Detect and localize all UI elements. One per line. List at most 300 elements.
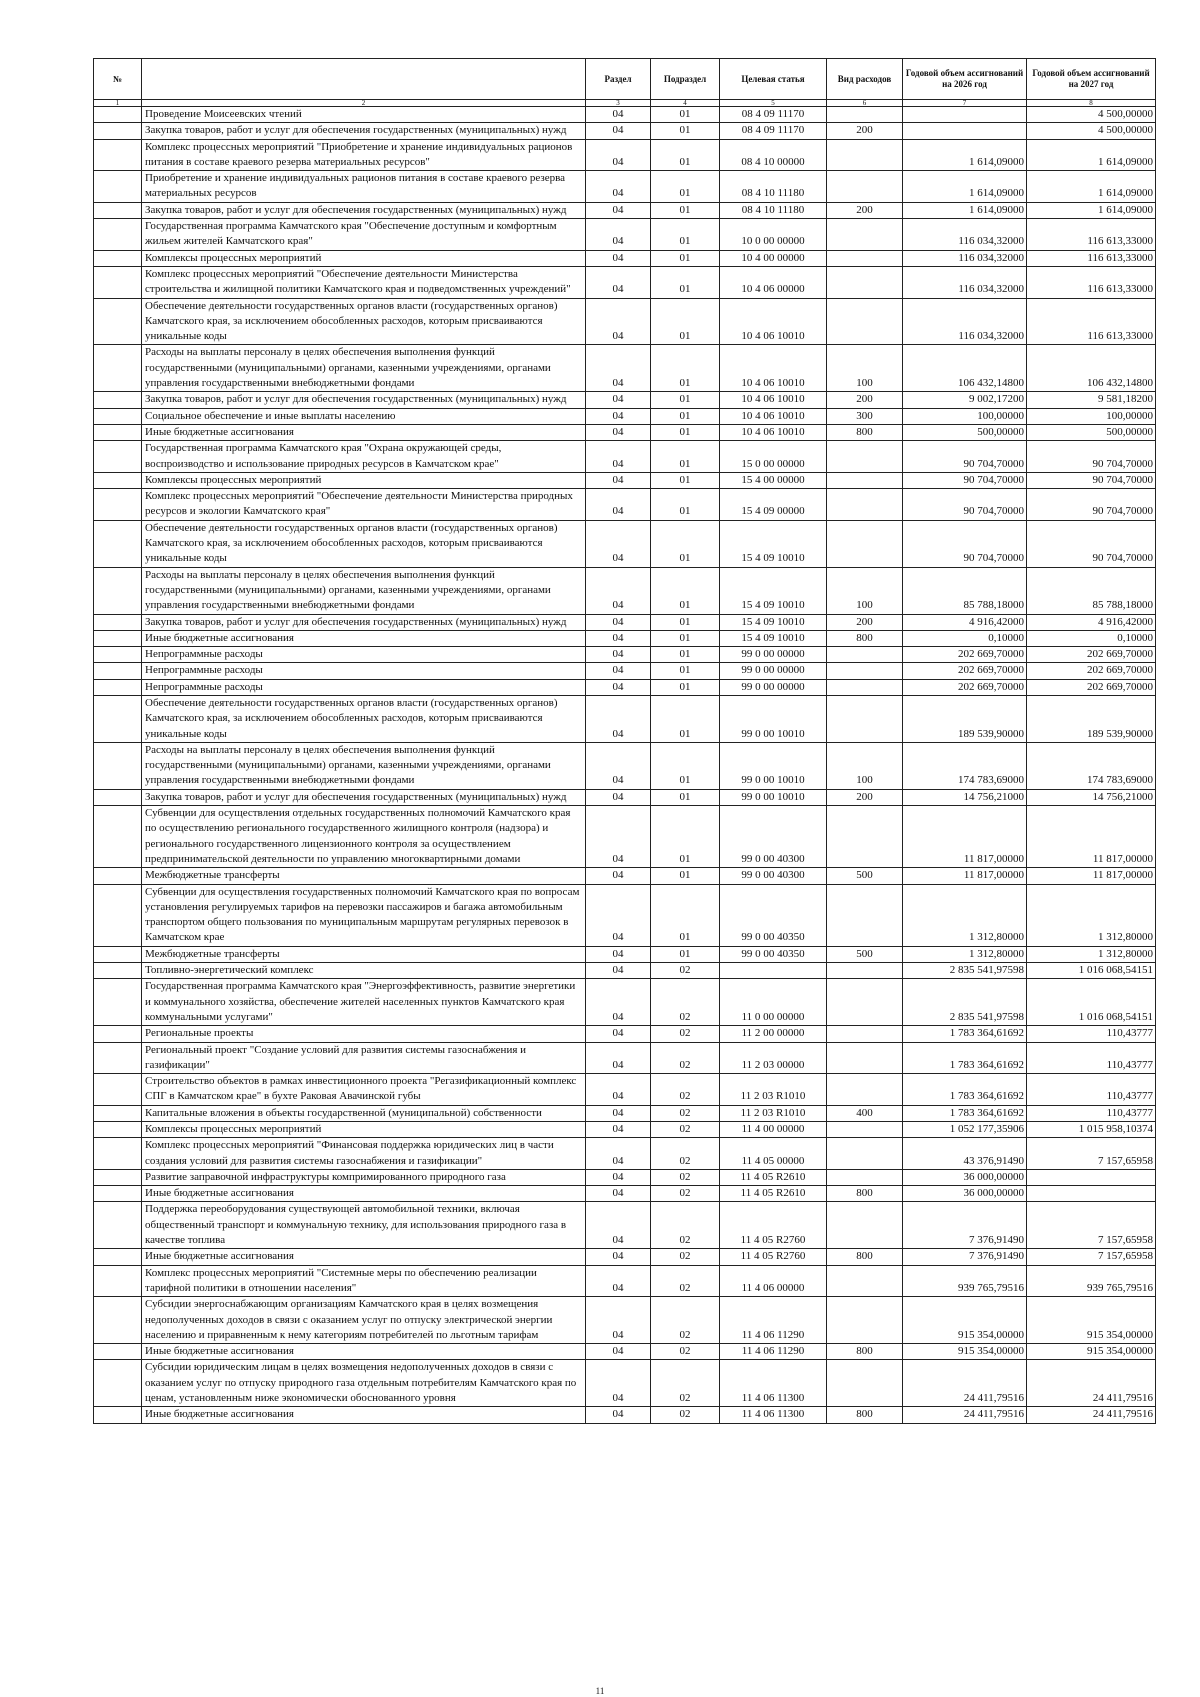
row-expense-type xyxy=(827,139,903,171)
row-expense-type: 800 xyxy=(827,1344,903,1360)
row-target-article: 11 0 00 00000 xyxy=(720,979,827,1026)
table-row xyxy=(94,345,1156,392)
row-amount-2027: 1 312,80000 xyxy=(1027,946,1156,962)
row-name: Приобретение и хранение индивидуальных рационов питания в составе краевого резерва материальных ресурсов xyxy=(142,171,586,203)
header-subsection: Подраздел xyxy=(651,59,720,100)
row-amount-2027: 4 916,42000 xyxy=(1027,614,1156,630)
row-target-article: 10 4 06 00000 xyxy=(720,266,827,298)
column-number: 4 xyxy=(651,100,720,107)
row-amount-2026: 915 354,00000 xyxy=(903,1344,1027,1360)
row-number xyxy=(94,1249,142,1265)
budget-table xyxy=(93,58,1156,1424)
row-name: Проведение Моисеевских чтений xyxy=(142,107,586,123)
row-amount-2026: 11 817,00000 xyxy=(903,868,1027,884)
row-target-article: 99 0 00 10010 xyxy=(720,695,827,742)
row-number xyxy=(94,489,142,521)
table-row xyxy=(94,202,1156,218)
row-section: 04 xyxy=(586,695,651,742)
row-target-article: 11 4 05 R2610 xyxy=(720,1169,827,1185)
row-amount-2026: 11 817,00000 xyxy=(903,806,1027,868)
row-amount-2026: 36 000,00000 xyxy=(903,1186,1027,1202)
row-name: Развитие заправочной инфраструктуры компримированного природного газа xyxy=(142,1169,586,1185)
row-name: Межбюджетные трансферты xyxy=(142,868,586,884)
row-amount-2026: 1 052 177,35906 xyxy=(903,1122,1027,1138)
row-section: 04 xyxy=(586,472,651,488)
row-target-article: 99 0 00 00000 xyxy=(720,663,827,679)
row-number xyxy=(94,614,142,630)
row-amount-2027: 202 669,70000 xyxy=(1027,647,1156,663)
row-expense-type: 100 xyxy=(827,345,903,392)
row-name: Расходы на выплаты персоналу в целях обеспечения выполнения функций государственными (муниципальными) органами, казенными учреждениями, органами управления государственными внебюджетными фондами xyxy=(142,345,586,392)
row-amount-2027: 7 157,65958 xyxy=(1027,1202,1156,1249)
row-expense-type xyxy=(827,1122,903,1138)
row-number xyxy=(94,884,142,946)
row-section: 04 xyxy=(586,1138,651,1170)
table-row xyxy=(94,489,1156,521)
row-subsection: 01 xyxy=(651,392,720,408)
row-number xyxy=(94,441,142,473)
row-amount-2027: 90 704,70000 xyxy=(1027,489,1156,521)
row-amount-2026: 4 916,42000 xyxy=(903,614,1027,630)
table-row xyxy=(94,520,1156,567)
row-amount-2027: 915 354,00000 xyxy=(1027,1297,1156,1344)
row-section: 04 xyxy=(586,219,651,251)
row-name: Капитальные вложения в объекты государственной (муниципальной) собственности xyxy=(142,1105,586,1121)
row-subsection: 02 xyxy=(651,1249,720,1265)
row-name: Комплекс процессных мероприятий "Финансовая поддержка юридических лиц в части создания условий для развития системы газоснабжения и газификации" xyxy=(142,1138,586,1170)
row-subsection: 02 xyxy=(651,1407,720,1423)
header-expense-type: Вид расходов xyxy=(827,59,903,100)
row-number xyxy=(94,1202,142,1249)
row-amount-2027: 202 669,70000 xyxy=(1027,679,1156,695)
row-amount-2026: 116 034,32000 xyxy=(903,250,1027,266)
row-amount-2026 xyxy=(903,107,1027,123)
row-amount-2026: 0,10000 xyxy=(903,630,1027,646)
row-target-article: 08 4 10 00000 xyxy=(720,139,827,171)
row-section: 04 xyxy=(586,884,651,946)
row-amount-2026: 90 704,70000 xyxy=(903,489,1027,521)
table-row xyxy=(94,298,1156,345)
row-amount-2026: 116 034,32000 xyxy=(903,298,1027,345)
column-number: 1 xyxy=(94,100,142,107)
row-amount-2026: 14 756,21000 xyxy=(903,789,1027,805)
row-section: 04 xyxy=(586,1344,651,1360)
row-name: Иные бюджетные ассигнования xyxy=(142,1407,586,1423)
row-number xyxy=(94,1186,142,1202)
row-target-article: 99 0 00 40350 xyxy=(720,946,827,962)
row-amount-2027: 202 669,70000 xyxy=(1027,663,1156,679)
row-amount-2027: 116 613,33000 xyxy=(1027,219,1156,251)
row-section: 04 xyxy=(586,979,651,1026)
row-target-article: 11 4 00 00000 xyxy=(720,1122,827,1138)
row-amount-2026: 915 354,00000 xyxy=(903,1297,1027,1344)
row-amount-2026: 7 376,91490 xyxy=(903,1249,1027,1265)
row-name: Иные бюджетные ассигнования xyxy=(142,1249,586,1265)
row-subsection: 01 xyxy=(651,250,720,266)
table-row xyxy=(94,884,1156,946)
row-expense-type xyxy=(827,520,903,567)
row-subsection: 02 xyxy=(651,963,720,979)
row-subsection: 01 xyxy=(651,408,720,424)
row-subsection: 02 xyxy=(651,1074,720,1106)
row-name: Расходы на выплаты персоналу в целях обеспечения выполнения функций государственными (муниципальными) органами, казенными учреждениями, органами управления государственными внебюджетными фондами xyxy=(142,742,586,789)
row-expense-type: 100 xyxy=(827,567,903,614)
row-amount-2026: 106 432,14800 xyxy=(903,345,1027,392)
row-expense-type xyxy=(827,472,903,488)
header-row xyxy=(94,59,1156,100)
table-row xyxy=(94,441,1156,473)
row-amount-2027: 7 157,65958 xyxy=(1027,1138,1156,1170)
row-number xyxy=(94,946,142,962)
row-section: 04 xyxy=(586,1360,651,1407)
row-target-article: 11 4 05 R2610 xyxy=(720,1186,827,1202)
row-amount-2026: 1 614,09000 xyxy=(903,202,1027,218)
column-number: 6 xyxy=(827,100,903,107)
row-expense-type: 800 xyxy=(827,424,903,440)
row-target-article: 10 4 00 00000 xyxy=(720,250,827,266)
row-amount-2027: 4 500,00000 xyxy=(1027,107,1156,123)
row-subsection: 01 xyxy=(651,219,720,251)
row-amount-2027: 500,00000 xyxy=(1027,424,1156,440)
row-name: Непрограммные расходы xyxy=(142,663,586,679)
row-section: 04 xyxy=(586,647,651,663)
row-subsection: 02 xyxy=(651,1265,720,1297)
table-row xyxy=(94,630,1156,646)
column-number: 3 xyxy=(586,100,651,107)
table-row xyxy=(94,567,1156,614)
table-row xyxy=(94,1265,1156,1297)
row-subsection: 02 xyxy=(651,1297,720,1344)
row-expense-type xyxy=(827,1169,903,1185)
row-number xyxy=(94,1169,142,1185)
table-row xyxy=(94,219,1156,251)
row-expense-type xyxy=(827,298,903,345)
row-expense-type: 400 xyxy=(827,1105,903,1121)
row-amount-2026: 116 034,32000 xyxy=(903,266,1027,298)
row-number xyxy=(94,1105,142,1121)
row-number xyxy=(94,392,142,408)
row-amount-2026: 116 034,32000 xyxy=(903,219,1027,251)
row-section: 04 xyxy=(586,298,651,345)
row-expense-type xyxy=(827,1042,903,1074)
row-target-article: 11 4 06 11290 xyxy=(720,1344,827,1360)
row-subsection: 01 xyxy=(651,489,720,521)
row-section: 04 xyxy=(586,630,651,646)
row-section: 04 xyxy=(586,424,651,440)
row-target-article: 15 4 09 10010 xyxy=(720,614,827,630)
table-row xyxy=(94,695,1156,742)
row-number xyxy=(94,806,142,868)
row-section: 04 xyxy=(586,520,651,567)
row-target-article: 15 4 09 10010 xyxy=(720,630,827,646)
row-subsection: 01 xyxy=(651,663,720,679)
row-amount-2026: 9 002,17200 xyxy=(903,392,1027,408)
table-row xyxy=(94,250,1156,266)
row-section: 04 xyxy=(586,139,651,171)
row-amount-2027 xyxy=(1027,1186,1156,1202)
table-row xyxy=(94,107,1156,123)
row-section: 04 xyxy=(586,1186,651,1202)
row-name: Региональные проекты xyxy=(142,1026,586,1042)
row-name: Субсидии юридическим лицам в целях возмещения недополученных доходов в связи с оказанием услуг по отпуску природного газа отдельным потребителям Камчатского края по ценам, установленным ниже экономически обоснованного уровня xyxy=(142,1360,586,1407)
table-row xyxy=(94,1186,1156,1202)
table-row xyxy=(94,1074,1156,1106)
table-row xyxy=(94,171,1156,203)
row-number xyxy=(94,424,142,440)
row-amount-2026: 7 376,91490 xyxy=(903,1202,1027,1249)
row-subsection: 02 xyxy=(651,1202,720,1249)
table-row xyxy=(94,679,1156,695)
row-section: 04 xyxy=(586,1074,651,1106)
row-section: 04 xyxy=(586,171,651,203)
row-subsection: 01 xyxy=(651,123,720,139)
page-number: 11 xyxy=(595,1686,605,1696)
row-section: 04 xyxy=(586,567,651,614)
row-subsection: 02 xyxy=(651,1042,720,1074)
row-name: Социальное обеспечение и иные выплаты населению xyxy=(142,408,586,424)
row-subsection: 02 xyxy=(651,1122,720,1138)
row-amount-2027: 1 016 068,54151 xyxy=(1027,979,1156,1026)
row-expense-type: 800 xyxy=(827,1249,903,1265)
row-amount-2027: 106 432,14800 xyxy=(1027,345,1156,392)
table-row xyxy=(94,408,1156,424)
row-target-article: 11 2 03 R1010 xyxy=(720,1105,827,1121)
row-subsection: 01 xyxy=(651,345,720,392)
table-row xyxy=(94,392,1156,408)
row-amount-2027: 189 539,90000 xyxy=(1027,695,1156,742)
row-subsection: 01 xyxy=(651,567,720,614)
table-row xyxy=(94,1122,1156,1138)
row-subsection: 01 xyxy=(651,472,720,488)
row-target-article: 11 4 06 11290 xyxy=(720,1297,827,1344)
row-amount-2026: 1 783 364,61692 xyxy=(903,1042,1027,1074)
row-section: 04 xyxy=(586,1297,651,1344)
row-subsection: 01 xyxy=(651,139,720,171)
row-number xyxy=(94,250,142,266)
row-amount-2027: 116 613,33000 xyxy=(1027,266,1156,298)
row-amount-2027: 90 704,70000 xyxy=(1027,441,1156,473)
row-target-article: 15 4 09 10010 xyxy=(720,567,827,614)
row-subsection: 01 xyxy=(651,679,720,695)
row-amount-2026: 1 614,09000 xyxy=(903,171,1027,203)
row-name: Комплекс процессных мероприятий "Системные меры по обеспечению реализации тарифной политики в отношении населения" xyxy=(142,1265,586,1297)
row-amount-2026: 202 669,70000 xyxy=(903,679,1027,695)
row-name: Государственная программа Камчатского края "Обеспечение доступным и комфортным жильем жителей Камчатского края" xyxy=(142,219,586,251)
row-amount-2026: 1 312,80000 xyxy=(903,946,1027,962)
row-target-article: 11 4 05 00000 xyxy=(720,1138,827,1170)
table-row xyxy=(94,1344,1156,1360)
row-name: Обеспечение деятельности государственных органов власти (государственных органов) Камчатского края, за исключением обособленных расходов, которым присваиваются уникальные коды xyxy=(142,520,586,567)
row-number xyxy=(94,298,142,345)
row-section: 04 xyxy=(586,123,651,139)
row-amount-2026: 1 783 364,61692 xyxy=(903,1105,1027,1121)
row-amount-2026: 189 539,90000 xyxy=(903,695,1027,742)
row-section: 04 xyxy=(586,789,651,805)
row-name: Иные бюджетные ассигнования xyxy=(142,424,586,440)
row-amount-2027: 24 411,79516 xyxy=(1027,1360,1156,1407)
row-amount-2027: 90 704,70000 xyxy=(1027,472,1156,488)
row-name: Региональный проект "Создание условий для развития системы газоснабжения и газификации" xyxy=(142,1042,586,1074)
row-target-article: 10 0 00 00000 xyxy=(720,219,827,251)
row-section: 04 xyxy=(586,663,651,679)
row-number xyxy=(94,789,142,805)
row-amount-2027: 100,00000 xyxy=(1027,408,1156,424)
row-amount-2027: 11 817,00000 xyxy=(1027,806,1156,868)
row-amount-2027: 1 614,09000 xyxy=(1027,202,1156,218)
table-row xyxy=(94,789,1156,805)
row-section: 04 xyxy=(586,806,651,868)
row-expense-type xyxy=(827,266,903,298)
row-expense-type xyxy=(827,979,903,1026)
row-amount-2027: 85 788,18000 xyxy=(1027,567,1156,614)
row-amount-2026: 85 788,18000 xyxy=(903,567,1027,614)
row-amount-2026: 90 704,70000 xyxy=(903,441,1027,473)
row-expense-type xyxy=(827,1297,903,1344)
row-number xyxy=(94,107,142,123)
row-amount-2026: 24 411,79516 xyxy=(903,1407,1027,1423)
column-number: 7 xyxy=(903,100,1027,107)
row-amount-2026: 939 765,79516 xyxy=(903,1265,1027,1297)
row-number xyxy=(94,520,142,567)
row-amount-2027: 14 756,21000 xyxy=(1027,789,1156,805)
row-subsection: 02 xyxy=(651,1186,720,1202)
table-row xyxy=(94,963,1156,979)
row-name: Закупка товаров, работ и услуг для обеспечения государственных (муниципальных) нужд xyxy=(142,392,586,408)
row-section: 04 xyxy=(586,679,651,695)
row-name: Комплексы процессных мероприятий xyxy=(142,250,586,266)
row-amount-2027: 0,10000 xyxy=(1027,630,1156,646)
row-name: Государственная программа Камчатского края "Охрана окружающей среды, воспроизводство и использование природных ресурсов в Камчатском крае" xyxy=(142,441,586,473)
row-expense-type: 500 xyxy=(827,868,903,884)
row-expense-type xyxy=(827,884,903,946)
table-row xyxy=(94,742,1156,789)
row-section: 04 xyxy=(586,742,651,789)
row-target-article: 15 4 09 10010 xyxy=(720,520,827,567)
row-number xyxy=(94,1074,142,1106)
row-subsection: 01 xyxy=(651,742,720,789)
row-amount-2026: 1 614,09000 xyxy=(903,139,1027,171)
table-row xyxy=(94,1360,1156,1407)
row-section: 04 xyxy=(586,1105,651,1121)
column-number: 8 xyxy=(1027,100,1156,107)
row-target-article: 11 4 06 11300 xyxy=(720,1407,827,1423)
row-name: Обеспечение деятельности государственных органов власти (государственных органов) Камчатского края, за исключением обособленных расходов, которым присваиваются уникальные коды xyxy=(142,695,586,742)
row-number xyxy=(94,1138,142,1170)
row-name: Межбюджетные трансферты xyxy=(142,946,586,962)
row-number xyxy=(94,123,142,139)
table-body xyxy=(94,107,1156,1424)
row-expense-type: 800 xyxy=(827,630,903,646)
row-amount-2026: 1 783 364,61692 xyxy=(903,1074,1027,1106)
row-subsection: 01 xyxy=(651,298,720,345)
row-target-article: 08 4 10 11180 xyxy=(720,202,827,218)
table-row xyxy=(94,806,1156,868)
row-target-article: 15 4 09 00000 xyxy=(720,489,827,521)
row-number xyxy=(94,679,142,695)
row-expense-type: 500 xyxy=(827,946,903,962)
row-amount-2026: 202 669,70000 xyxy=(903,647,1027,663)
row-amount-2027: 24 411,79516 xyxy=(1027,1407,1156,1423)
column-number: 5 xyxy=(720,100,827,107)
row-amount-2026: 202 669,70000 xyxy=(903,663,1027,679)
row-number xyxy=(94,695,142,742)
row-expense-type xyxy=(827,1265,903,1297)
row-number xyxy=(94,1122,142,1138)
row-expense-type: 200 xyxy=(827,202,903,218)
row-number xyxy=(94,1026,142,1042)
row-target-article: 99 0 00 40350 xyxy=(720,884,827,946)
row-number xyxy=(94,1042,142,1074)
row-number xyxy=(94,647,142,663)
row-subsection: 02 xyxy=(651,1026,720,1042)
row-section: 04 xyxy=(586,441,651,473)
row-expense-type: 100 xyxy=(827,742,903,789)
column-number: 2 xyxy=(142,100,586,107)
row-section: 04 xyxy=(586,1122,651,1138)
column-number-row xyxy=(94,100,1156,107)
row-name: Закупка товаров, работ и услуг для обеспечения государственных (муниципальных) нужд xyxy=(142,202,586,218)
row-section: 04 xyxy=(586,489,651,521)
row-section: 04 xyxy=(586,266,651,298)
table-row xyxy=(94,868,1156,884)
row-subsection: 01 xyxy=(651,614,720,630)
row-name: Комплексы процессных мероприятий xyxy=(142,472,586,488)
row-expense-type xyxy=(827,1360,903,1407)
header-target-article: Целевая статья xyxy=(720,59,827,100)
row-name: Непрограммные расходы xyxy=(142,679,586,695)
table-row xyxy=(94,1105,1156,1121)
row-expense-type: 800 xyxy=(827,1186,903,1202)
row-expense-type xyxy=(827,1074,903,1106)
row-number xyxy=(94,171,142,203)
row-section: 04 xyxy=(586,946,651,962)
row-amount-2027: 1 312,80000 xyxy=(1027,884,1156,946)
row-target-article: 10 4 06 10010 xyxy=(720,345,827,392)
row-expense-type: 800 xyxy=(827,1407,903,1423)
row-target-article: 99 0 00 10010 xyxy=(720,789,827,805)
row-subsection: 02 xyxy=(651,1360,720,1407)
row-subsection: 02 xyxy=(651,1105,720,1121)
row-subsection: 01 xyxy=(651,441,720,473)
table-row xyxy=(94,1249,1156,1265)
row-target-article: 11 2 00 00000 xyxy=(720,1026,827,1042)
row-number xyxy=(94,1360,142,1407)
table-row xyxy=(94,946,1156,962)
row-expense-type xyxy=(827,806,903,868)
table-row xyxy=(94,139,1156,171)
row-amount-2026: 2 835 541,97598 xyxy=(903,963,1027,979)
row-expense-type: 200 xyxy=(827,123,903,139)
row-amount-2026 xyxy=(903,123,1027,139)
row-amount-2026: 90 704,70000 xyxy=(903,520,1027,567)
row-expense-type xyxy=(827,219,903,251)
table-row xyxy=(94,1169,1156,1185)
table-row xyxy=(94,614,1156,630)
row-amount-2027: 110,43777 xyxy=(1027,1074,1156,1106)
row-number xyxy=(94,1407,142,1423)
row-amount-2026: 174 783,69000 xyxy=(903,742,1027,789)
row-amount-2027: 116 613,33000 xyxy=(1027,250,1156,266)
row-target-article: 11 4 05 R2760 xyxy=(720,1202,827,1249)
table-row xyxy=(94,266,1156,298)
table-row xyxy=(94,663,1156,679)
row-section: 04 xyxy=(586,1042,651,1074)
row-target-article: 08 4 09 11170 xyxy=(720,107,827,123)
row-number xyxy=(94,630,142,646)
row-target-article: 10 4 06 10010 xyxy=(720,392,827,408)
row-name: Комплекс процессных мероприятий "Обеспечение деятельности Министерства строительства и жилищной политики Камчатского края и подведомственных учреждений" xyxy=(142,266,586,298)
row-subsection: 01 xyxy=(651,868,720,884)
